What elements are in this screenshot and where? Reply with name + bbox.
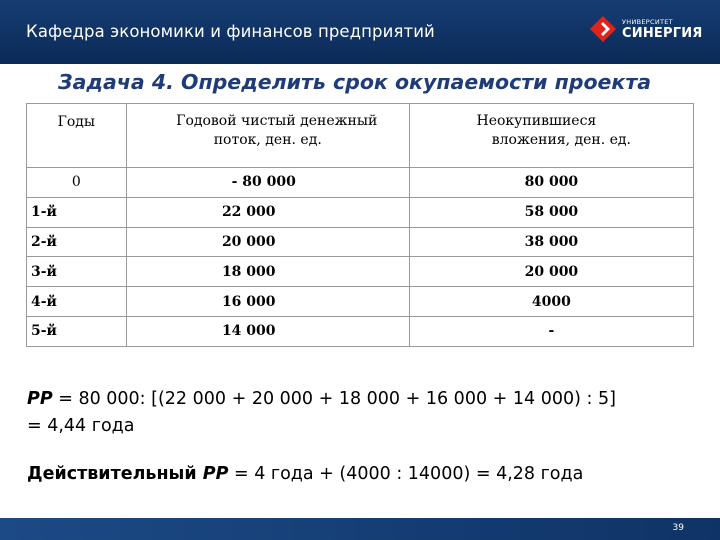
table-row bbox=[27, 197, 694, 227]
cell-flow-value: 20 000 bbox=[221, 233, 276, 250]
formula-label: PP bbox=[27, 389, 53, 409]
task-title: Задача 4. Определить срок окупаемости проекта bbox=[58, 70, 652, 94]
column-header-cash-flow-line2: поток, ден. ед. bbox=[213, 132, 322, 148]
column-header-unpaid-line2: вложения, ден. ед. bbox=[491, 132, 632, 148]
cell-year: 3-й bbox=[27, 257, 127, 287]
column-header-unpaid bbox=[409, 104, 693, 168]
cell-year: 0 bbox=[27, 168, 127, 198]
cell-flow-value: 18 000 bbox=[221, 263, 276, 280]
cell-flow-value: 22 000 bbox=[221, 204, 276, 221]
cell-year: 1-й bbox=[27, 197, 127, 227]
formula-line1 bbox=[27, 386, 707, 413]
table-row bbox=[27, 287, 694, 317]
slide-header bbox=[0, 0, 720, 64]
logo-subtitle: УНИВЕРСИТЕТ bbox=[622, 18, 673, 26]
formula-line2: = 4,44 года bbox=[27, 416, 135, 436]
result-expression: = 4 года + (4000 : 14000) = 4,28 года bbox=[228, 464, 584, 484]
column-header-years: Годы bbox=[27, 104, 127, 168]
department-title: Кафедра экономики и финансов предприятий bbox=[26, 22, 435, 41]
synergy-logo-icon bbox=[590, 16, 616, 42]
column-header-cash-flow-line1: Годовой чистый денежный bbox=[176, 113, 378, 129]
result-label bbox=[27, 464, 228, 484]
slide-footer bbox=[0, 518, 720, 540]
cell-unpaid: 38 000 bbox=[409, 227, 693, 257]
logo-name: СИНЕРГИЯ bbox=[622, 26, 703, 41]
cell-unpaid: 58 000 bbox=[409, 197, 693, 227]
cell-unpaid: - bbox=[409, 316, 693, 346]
column-header-unpaid-line1: Неокупившиеся bbox=[476, 113, 597, 129]
payback-table bbox=[26, 103, 694, 347]
cell-year: 4-й bbox=[27, 287, 127, 317]
result-label-pp: PP bbox=[202, 464, 229, 484]
cell-flow bbox=[126, 197, 409, 227]
table-row bbox=[27, 316, 694, 346]
cell-unpaid: 4000 bbox=[409, 287, 693, 317]
table-row bbox=[27, 257, 694, 287]
payback-formula bbox=[27, 386, 707, 440]
table-row bbox=[27, 168, 694, 198]
formula-expression: = 80 000: [(22 000 + 20 000 + 18 000 + 16 000 + 14 000) : 5] bbox=[52, 389, 616, 409]
cell-flow bbox=[126, 227, 409, 257]
cell-flow-value: - 80 000 bbox=[231, 174, 296, 191]
cell-flow bbox=[126, 257, 409, 287]
actual-payback-result bbox=[27, 464, 583, 484]
cell-year: 2-й bbox=[27, 227, 127, 257]
table-header-row bbox=[27, 104, 694, 168]
cell-flow bbox=[126, 287, 409, 317]
university-logo bbox=[590, 12, 710, 52]
column-header-cash-flow bbox=[126, 104, 409, 168]
cell-flow-value: 16 000 bbox=[221, 293, 276, 310]
cell-unpaid: 20 000 bbox=[409, 257, 693, 287]
cell-unpaid: 80 000 bbox=[409, 168, 693, 198]
table-row bbox=[27, 227, 694, 257]
cell-flow-value: 14 000 bbox=[221, 323, 276, 340]
page-number: 39 bbox=[672, 523, 684, 533]
cell-flow bbox=[126, 316, 409, 346]
result-label-word: Действительный bbox=[27, 464, 203, 484]
cell-year: 5-й bbox=[27, 316, 127, 346]
cell-flow bbox=[126, 168, 409, 198]
